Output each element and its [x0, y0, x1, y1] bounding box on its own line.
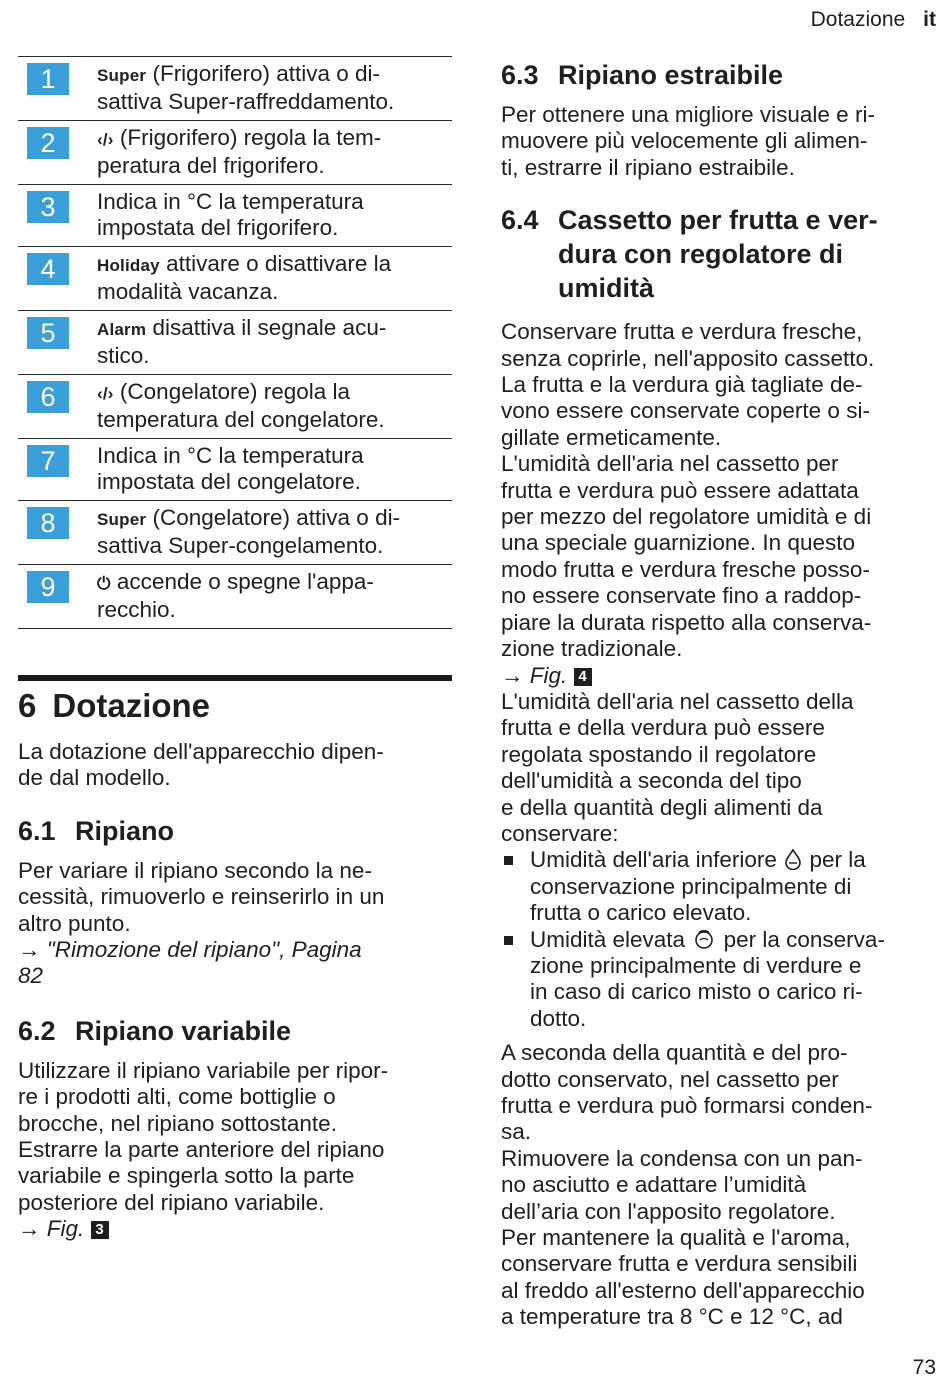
- legend-number-badge: 4: [27, 253, 69, 285]
- control-key-label: ‹/›: [97, 384, 114, 403]
- list-item: Umidità dell'aria inferiore per la conservazione principalmente di frutta o carico elevato.: [501, 847, 933, 926]
- section-heading-6: [18, 675, 452, 725]
- legend-description: Super (Congelatore) attiva o di- sattiva Super-congelamento.: [97, 505, 401, 558]
- legend-description: Super (Frigorifero) attiva o di- sattiva Super-raffreddamento.: [97, 61, 395, 114]
- legend-description: Indica in °C la temperatura impostata del frigorifero.: [97, 189, 364, 240]
- section-number: 6: [18, 687, 37, 724]
- heading-6-4: 6.4 Cassetto per frutta e ver- dura con regolatore di umidità: [501, 205, 878, 304]
- s64-para1: Conservare frutta e verdura fresche, senza coprirle, nell'apposito cassetto. La frutta e la verdura già tagliate de- vono essere conservate coperte o si- gillate ermeticamente. L'umidità dell'aria nel cassetto per frutta e verdura può essere adattata per mezzo del regolatore umidità e di una speciale guarnizione. In questo modo frutta e verdura fresche posso- no essere conservate fino a raddop- piare la durata rispetto alla conserva- zione tradizionale.: [501, 319, 875, 662]
- heading-6-2: 6.2 Ripiano variabile: [18, 1015, 292, 1046]
- page-number: 73: [912, 1356, 936, 1379]
- header-language: it: [923, 8, 936, 31]
- control-key-label: Holiday: [97, 256, 160, 275]
- legend-number-badge: 6: [27, 381, 69, 413]
- legend-number-badge: 5: [27, 317, 69, 349]
- legend-description: ‹/› (Congelatore) regola la temperatura del congelatore.: [97, 379, 385, 432]
- section-intro: La dotazione dell'apparecchio dipen- de dal modello.: [18, 739, 384, 791]
- legend-row: [18, 564, 452, 629]
- page-reference-link[interactable]: → "Rimozione del ripiano", Pagina 82: [18, 937, 362, 989]
- s64-para3: A seconda della quantità e del pro- dotto conservato, nel cassetto per frutta e verdura può formarsi conden- sa. Rimuovere la condensa con un pan- no asciutto e adattare l’umidità dell’aria con l'apposito regolatore. Per mantenere la qualità e l'aroma, conservare frutta e verdura sensibili al freddo all'esterno dell'apparecchio a temperature tra 8 °C e 12 °C, ad: [501, 1040, 873, 1330]
- legend-number-badge: 9: [27, 571, 69, 603]
- heading-6-3: 6.3 Ripiano estraibile: [501, 60, 784, 90]
- legend-row: [18, 184, 452, 246]
- s64-figure-ref: [501, 663, 933, 689]
- legend-row: [18, 374, 452, 438]
- s62-body: Utilizzare il ripiano variabile per ripor- re i prodotti alti, come bottiglie o brocche, nel ripiano sottostante. Estrarre la parte anteriore del ripiano variabile e spingerla sotto la parte posteriore del ripiano variabile. → Fig. 3: [18, 1057, 389, 1242]
- figure-number-box: 4: [574, 668, 592, 686]
- legend-description: ⏻ accende o spegne l'appa- recchio.: [97, 569, 374, 622]
- legend-description: Alarm disattiva il segnale acu- stico.: [97, 315, 387, 368]
- s63-body: Per ottenere una migliore visuale e ri- muovere più velocemente gli alimen- ti, estrarre il ripiano estraibile.: [501, 102, 875, 180]
- s64-para2: L'umidità dell'aria nel cassetto della frutta e della verdura può essere regolata spostando il regolatore dell'umidità a seconda del tipo e della quantità degli alimenti da conservare:: [501, 688, 854, 846]
- control-key-label: ‹/›: [97, 130, 114, 149]
- legend-number-badge: 3: [27, 191, 69, 223]
- legend-row: [18, 56, 452, 120]
- control-key-label: Super: [97, 510, 147, 529]
- legend-row: [18, 310, 452, 374]
- page-header: [811, 8, 936, 32]
- legend-row: [18, 438, 452, 500]
- high-humidity-vegetable-icon: [691, 928, 717, 950]
- legend-description: ‹/› (Frigorifero) regola la tem- peratura del frigorifero.: [97, 125, 382, 178]
- left-column: [18, 56, 452, 1243]
- list-item: Umidità elevata per la conserva- zione principalmente di verdure e in caso di carico misto o carico ri- dotto.: [501, 927, 933, 1033]
- control-key-label: Super: [97, 66, 147, 85]
- figure-reference[interactable]: → Fig. 3: [18, 1216, 109, 1241]
- control-key-label: ⏻: [97, 574, 111, 593]
- s61-body: Per variare il ripiano secondo la ne- cessità, rimuoverlo e reinserirlo in un altro punto. → "Rimozione del ripiano", Pagina 82: [18, 857, 385, 989]
- control-legend-table: [18, 56, 452, 629]
- legend-number-badge: 7: [27, 445, 69, 477]
- control-key-label: Alarm: [97, 320, 147, 339]
- header-section: Dotazione: [810, 8, 906, 31]
- legend-row: [18, 246, 452, 310]
- figure-number-box: 3: [91, 1221, 109, 1239]
- legend-description: Holiday attivare o disattivare la modalità vacanza.: [97, 251, 392, 304]
- legend-row: [18, 120, 452, 184]
- low-humidity-drop-icon: [783, 848, 803, 870]
- section-title: Dotazione: [52, 687, 211, 724]
- heading-6-1: 6.1 Ripiano: [18, 815, 174, 846]
- humidity-options-list: [501, 847, 933, 1032]
- legend-row: [18, 500, 452, 564]
- figure-reference[interactable]: → Fig. 4: [501, 663, 592, 688]
- legend-description: Indica in °C la temperatura impostata del congelatore.: [97, 443, 364, 494]
- right-column: [501, 56, 933, 1331]
- legend-number-badge: 2: [27, 127, 69, 159]
- legend-number-badge: 8: [27, 507, 69, 539]
- legend-number-badge: 1: [27, 63, 69, 95]
